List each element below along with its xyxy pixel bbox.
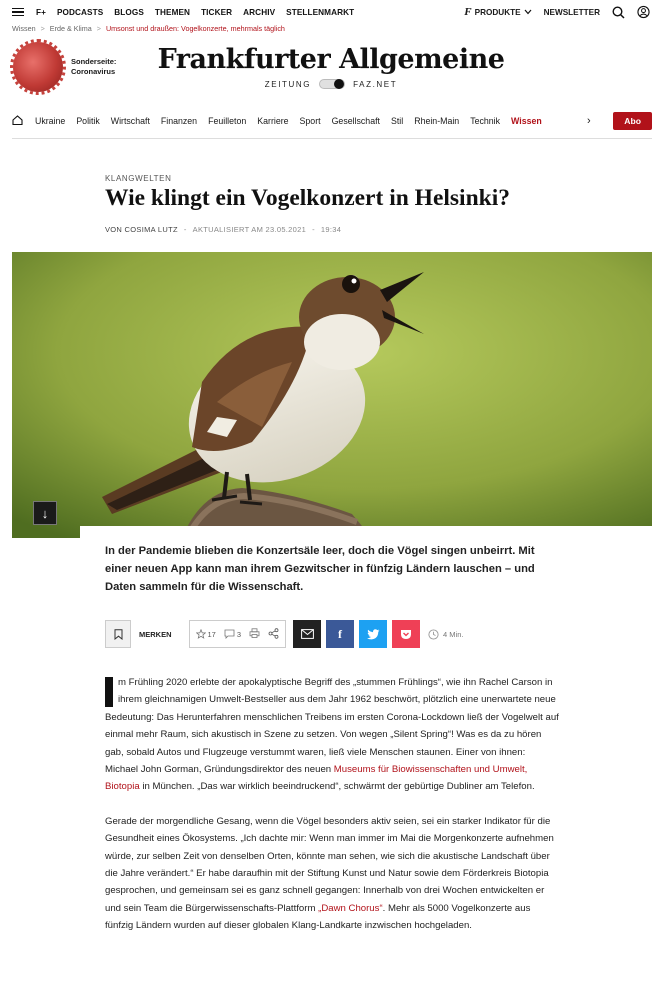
paragraph-text: Gerade der morgendliche Gesang, wenn die Vögel besonders aktiv seien, sei ein starker Indikator für die Gesundheit eines Ökosystems. „Ich dachte mir: Wenn man immer im Mai die Morgenkonzerte aufnehmen würde, zur selben Zeit von denselben Orten, könnte man sehen, wie sich die akustische Landschaft über die Jahre verändert.“ Er habe daraufhin mit der Stiftung Kunst und Natur sowie dem Förderkreis Biotopia gesprochen, und gemeinsam sei es ganz schnell gegangen: Innerhalb von drei Wochen entwickelten er und sein Team die Bürgerwissenschafts-Plattform bbox=[105, 815, 554, 914]
newsletter-link[interactable]: NEWSLETTER bbox=[543, 7, 600, 17]
paragraph-text: m Frühling 2020 erlebte der apokalyptische Begriff des „stummen Frühlings“, wie ihn Rachel Carson in ihrem gleichnamigen Umwelt-Bestseller aus dem Jahr 1962 beschwört, plötzlich eine unerwartete neue Bedeutung: Das Herunterfahren menschlichen Treibens im ersten Corona-Lockdown ließ der Vogelwelt auf einmal mehr Raum, sich akustisch in Szene zu setzen. Von wegen „Silent Spring“! Was es da zu hören gab, sobald Autos und Flugzeuge verstummt waren, ließ viele Menschen staunen. Einer von ihnen: Michael John Gorman, Gründungsdirektor des neuen bbox=[105, 677, 559, 776]
comment-icon bbox=[224, 629, 235, 639]
breadcrumb-separator: > bbox=[40, 24, 45, 33]
save-pocket-button[interactable] bbox=[392, 620, 420, 648]
paragraph-text: . Mehr als 5000 Vogelkonzerte aus fünfzig Ländern wurden auf dieser globalen Klang-Landkarte inzwischen hochgeladen. bbox=[105, 902, 531, 932]
home-icon[interactable] bbox=[12, 115, 23, 127]
read-time-value: 4 Min. bbox=[443, 629, 464, 639]
paragraph bbox=[105, 674, 560, 796]
nav-item-wirtschaft[interactable]: Wirtschaft bbox=[110, 116, 150, 126]
nav-scroll-right-icon[interactable]: › bbox=[587, 115, 591, 127]
top-nav-stellenmarkt[interactable]: STELLENMARKT bbox=[286, 7, 355, 17]
masthead-title[interactable]: Frankfurter Allgemeine bbox=[157, 44, 505, 75]
nav-item-finanzen[interactable]: Finanzen bbox=[160, 116, 198, 126]
article-body bbox=[105, 674, 560, 952]
hero-image bbox=[12, 252, 652, 538]
pocket-icon bbox=[400, 629, 412, 640]
share-icon[interactable] bbox=[268, 628, 279, 641]
masthead-faznet[interactable]: FAZ.NET bbox=[353, 79, 398, 89]
produkte-label: PRODUKTE bbox=[474, 7, 521, 17]
breadcrumb-erde-klima[interactable]: Erde & Klima bbox=[49, 24, 92, 33]
article-byline bbox=[105, 225, 341, 234]
updated-date: AKTUALISIERT AM 23.05.2021 bbox=[192, 225, 307, 234]
masthead-logo bbox=[0, 44, 662, 89]
comments-count[interactable] bbox=[224, 629, 241, 639]
bookmark-icon bbox=[114, 629, 123, 640]
nav-item-technik[interactable]: Technik bbox=[470, 116, 501, 126]
hamburger-menu-icon[interactable] bbox=[12, 8, 24, 17]
dawn-chorus-link[interactable]: „Dawn Chorus“ bbox=[318, 902, 383, 914]
faz-f-icon: F bbox=[464, 6, 472, 18]
user-account-icon[interactable] bbox=[637, 6, 650, 19]
main-nav bbox=[12, 110, 652, 132]
dropcap bbox=[105, 677, 113, 707]
article-teaser: In der Pandemie blieben die Konzertsäle leer, doch die Vögel singen unbeirrt. Mit einer neuen App kann man ihrem Gezwitscher in fünfzig Ländern lauschen – und Daten sammeln für die Wissenschaft. bbox=[105, 545, 535, 593]
top-nav-podcasts[interactable]: PODCASTS bbox=[56, 7, 104, 17]
hero-overlap bbox=[80, 526, 652, 540]
share-email-button[interactable] bbox=[293, 620, 321, 648]
star-icon bbox=[196, 629, 206, 639]
twitter-icon bbox=[367, 629, 380, 640]
nav-item-rhein-main[interactable]: Rhein-Main bbox=[414, 116, 460, 126]
scroll-down-button[interactable]: ↓ bbox=[33, 501, 57, 525]
biotopia-link[interactable]: Museums für Biowissenschaften und Umwelt, Biotopia bbox=[105, 764, 528, 793]
nav-item-feuilleton[interactable]: Feuilleton bbox=[208, 116, 247, 126]
print-icon[interactable] bbox=[249, 628, 260, 640]
top-nav-archiv[interactable]: ARCHIV bbox=[243, 7, 276, 17]
byline-separator: - bbox=[312, 225, 315, 234]
nav-item-karriere[interactable]: Karriere bbox=[257, 116, 289, 126]
paragraph bbox=[105, 813, 560, 935]
merken-label[interactable]: MERKEN bbox=[139, 629, 172, 639]
sonderseite-label: Sonderseite: bbox=[71, 57, 117, 67]
paragraph-text: in München. „Das war wirklich beeindruckend“, schwärmt der gebürtige Dubliner am Telefon. bbox=[139, 781, 535, 793]
breadcrumb bbox=[12, 24, 285, 33]
top-nav-themen[interactable]: THEMEN bbox=[154, 7, 191, 17]
top-nav-ticker[interactable]: TICKER bbox=[201, 7, 233, 17]
favorites-count[interactable] bbox=[196, 629, 216, 639]
nav-item-politik[interactable]: Politik bbox=[76, 116, 100, 126]
breadcrumb-current: Umsonst und draußen: Vogelkonzerte, mehrmals täglich bbox=[105, 24, 285, 33]
author[interactable]: VON COSIMA LUTZ bbox=[105, 225, 178, 234]
nav-item-wissen[interactable]: Wissen bbox=[511, 116, 542, 126]
social-bar bbox=[105, 620, 463, 648]
article-kicker: KLANGWELTEN bbox=[105, 174, 172, 183]
facebook-icon: f bbox=[338, 626, 343, 641]
top-nav-fplus[interactable]: F+ bbox=[36, 7, 46, 17]
breadcrumb-separator: > bbox=[96, 24, 101, 33]
bookmark-button[interactable] bbox=[105, 620, 131, 648]
produkte-dropdown[interactable] bbox=[464, 6, 531, 18]
sonderseite-topic: Coronavirus bbox=[71, 67, 116, 76]
search-icon[interactable] bbox=[612, 6, 625, 19]
read-time bbox=[428, 629, 463, 640]
edition-toggle[interactable] bbox=[319, 79, 345, 89]
clock-icon bbox=[428, 629, 439, 640]
nav-divider bbox=[12, 138, 652, 139]
top-bar bbox=[0, 0, 662, 24]
mail-icon bbox=[301, 629, 314, 639]
abo-button[interactable]: Abo bbox=[613, 112, 652, 130]
favorites-value: 17 bbox=[207, 629, 216, 639]
share-facebook-button[interactable] bbox=[326, 620, 354, 648]
article-stats bbox=[189, 620, 287, 648]
nav-item-sport[interactable]: Sport bbox=[299, 116, 321, 126]
top-nav bbox=[36, 8, 354, 17]
share-twitter-button[interactable] bbox=[359, 620, 387, 648]
article-headline: Wie klingt ein Vogelkonzert in Helsinki? bbox=[105, 185, 510, 211]
top-nav-blogs[interactable]: BLOGS bbox=[114, 7, 144, 17]
bird-illustration bbox=[12, 252, 652, 538]
nav-item-ukraine[interactable]: Ukraine bbox=[35, 116, 66, 126]
breadcrumb-wissen[interactable]: Wissen bbox=[12, 24, 36, 33]
byline-separator: - bbox=[183, 225, 187, 234]
masthead-zeitung[interactable]: ZEITUNG bbox=[264, 79, 312, 89]
comments-value: 3 bbox=[236, 629, 242, 639]
updated-time: 19:34 bbox=[320, 225, 342, 234]
nav-item-stil[interactable]: Stil bbox=[390, 116, 404, 126]
nav-item-gesellschaft[interactable]: Gesellschaft bbox=[331, 116, 380, 126]
chevron-down-icon bbox=[524, 9, 532, 15]
